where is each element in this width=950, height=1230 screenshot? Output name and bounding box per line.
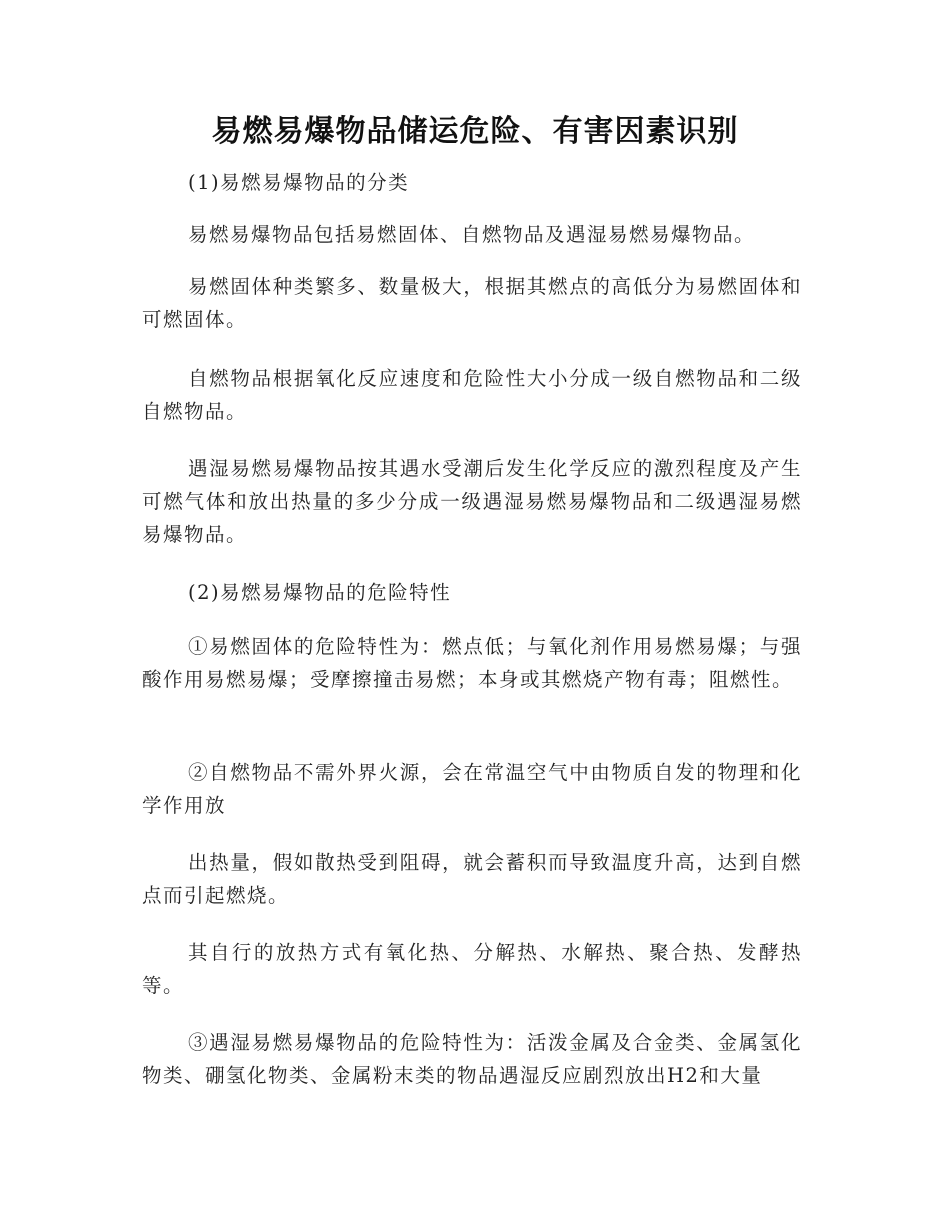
section-heading-hazards: (2)易燃易爆物品的危险特性 (188, 581, 452, 604)
paragraph: 自燃物品根据氧化反应速度和危险性大小分成一级自燃物品和二级自燃物品。 (142, 367, 802, 423)
paragraph: 易燃固体种类繁多、数量极大，根据其燃点的高低分为易燃固体和可燃固体。 (142, 275, 802, 331)
paragraph: 易燃易爆物品包括易燃固体、自燃物品及遇湿易燃易爆物品。 (188, 223, 756, 246)
paragraph: 遇湿易燃易爆物品按其遇水受潮后发生化学反应的激烈程度及产生可燃气体和放出热量的多少分成一级遇湿易燃易爆物品和二级遇湿易燃易爆物品。 (142, 457, 802, 546)
section-heading-classification: (1)易燃易爆物品的分类 (188, 171, 410, 194)
paragraph: ②自燃物品不需外界火源，会在常温空气中由物质自发的物理和化学作用放 (142, 761, 802, 817)
paragraph: ①易燃固体的危险特性为：燃点低；与氧化剂作用易燃易爆；与强酸作用易燃易爆；受摩擦撞击易燃；本身或其燃烧产物有毒；阻燃性。 (142, 635, 802, 691)
document-title: 易燃易爆物品储运危险、有害因素识别 (211, 114, 739, 149)
paragraph: 其自行的放热方式有氧化热、分解热、水解热、聚合热、发酵热等。 (142, 941, 802, 997)
paragraph: 出热量，假如散热受到阻碍，就会蓄积而导致温度升高，达到自燃点而引起燃烧。 (142, 851, 802, 907)
paragraph: ③遇湿易燃易爆物品的危险特性为：活泼金属及合金类、金属氢化物类、硼氢化物类、金属粉末类的物品遇湿反应剧烈放出H2和大量 (142, 1031, 802, 1087)
